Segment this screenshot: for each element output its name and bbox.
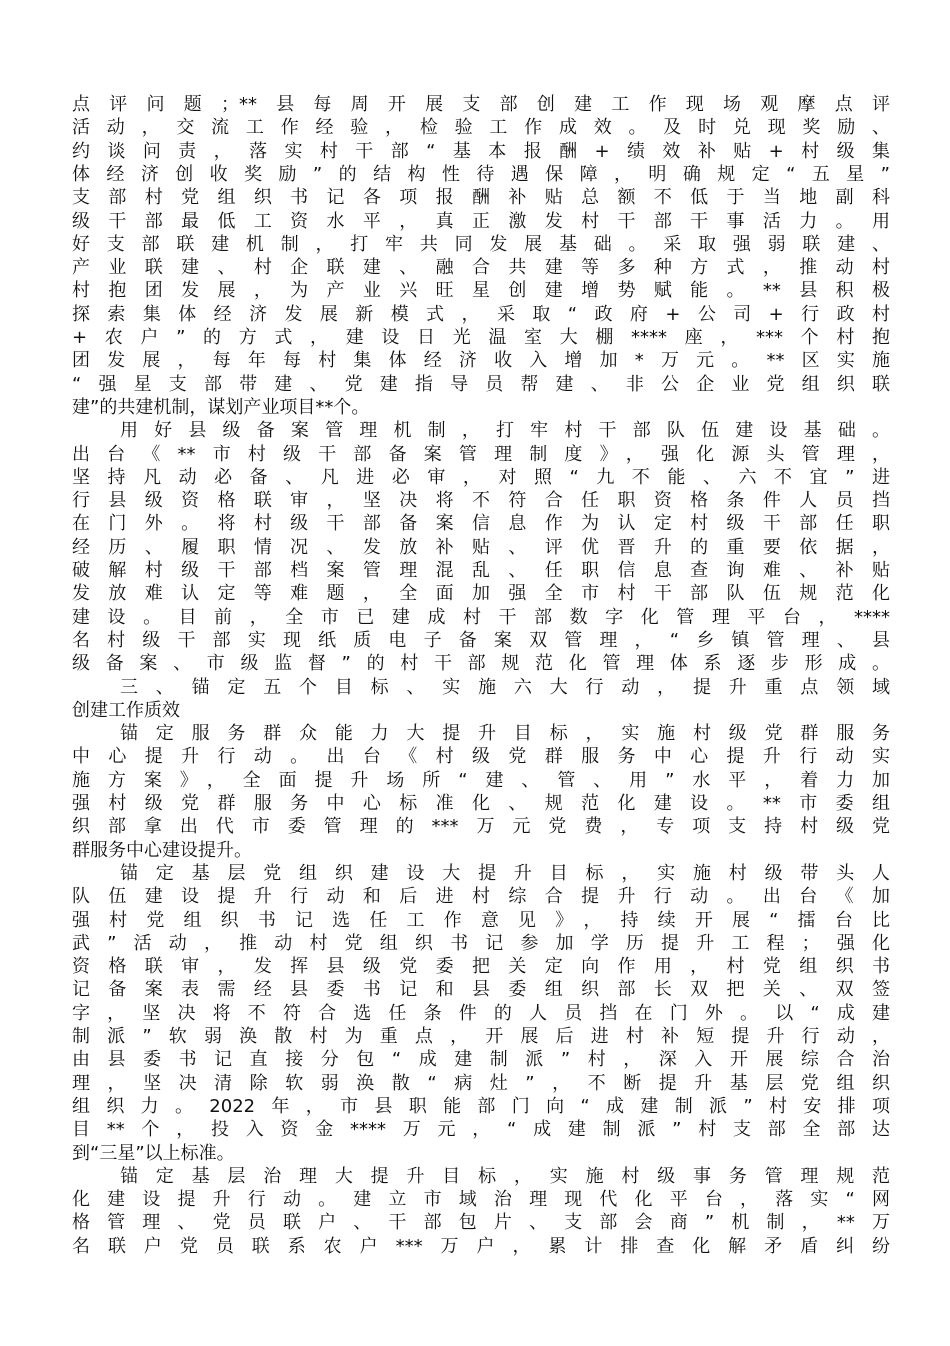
text-line: 名联户党员联系农户***万户，累计排查化解矛盾纠纷 bbox=[72, 1235, 890, 1257]
text-line: 村抱团发展，为产业兴旺星创建增势赋能。**县积极 bbox=[72, 280, 890, 302]
text-line: 资格联审，发挥县级党委把关定向作用，村党组织书 bbox=[72, 956, 890, 978]
text-line: 由县委书记直接分包“成建制派”村，深入开展综合治 bbox=[72, 1049, 890, 1071]
text-line: 名村级干部实现纸质电子备案双管理，“乡镇管理、县 bbox=[72, 629, 890, 651]
text-line: 格管理、党员联户、干部包片、支部会商”机制，**万 bbox=[72, 1212, 890, 1234]
text-line: 行县级资格联审，坚决将不符合任职资格条件人员挡 bbox=[72, 490, 890, 512]
text-line: 产业联建、村企联建、融合共建等多种方式，推动村 bbox=[72, 257, 890, 279]
text-line: 中心提升行动。出台《村级党群服务中心提升行动实 bbox=[72, 746, 890, 768]
text-line: 团发展，每年每村集体经济收入增加*万元。**区实施 bbox=[72, 350, 890, 372]
text-line: 体经济创收奖励”的结构性待遇保障，明确规定“五星” bbox=[72, 163, 890, 185]
text-line: 在门外。将村级干部备案信息作为认定村级干部任职 bbox=[72, 513, 890, 535]
text-line: 建设。目前，全市已建成村干部数字化管理平台，**** bbox=[72, 606, 890, 628]
text-line: 锚定服务群众能力大提升目标，实施村级党群服务 bbox=[120, 723, 890, 745]
text-line: 发放难认定等难题，全面加强全市村干部队伍规范化 bbox=[72, 583, 890, 605]
text-line: 支部村党组织书记各项报酬补贴总额不低于当地副科 bbox=[72, 187, 890, 209]
text-line: 锚定基层党组织建设大提升目标，实施村级带头人 bbox=[120, 862, 890, 884]
text-line: 字，坚决将不符合选任条件的人员挡在门外。以“成建 bbox=[72, 1002, 890, 1024]
text-line: 强村级党群服务中心标准化、规范化建设。**市委组 bbox=[72, 793, 890, 814]
text-line: 队伍建设提升行动和后进村综合提升行动。出台《加 bbox=[72, 886, 890, 908]
text-line: 理，坚决清除软弱涣散“病灶”，不断提升基层党组织 bbox=[72, 1072, 890, 1094]
text-line: 破解村级干部档案管理混乱、任职信息查询难、补贴 bbox=[72, 560, 890, 581]
text-line: 探索集体经济发展新模式，采取“政府+公司+行政村 bbox=[72, 303, 890, 325]
text-line: 点评问题；**县每周开展支部创建工作现场观摩点评 bbox=[72, 94, 890, 115]
text-line: 组织力。2022年，市县职能部门向“成建制派”村安排项 bbox=[72, 1095, 890, 1117]
text-line: 建”的共建机制，谋划产业项目**个。 bbox=[72, 396, 370, 418]
text-line: 织部拿出代市委管理的***万元党费，专项支持村级党 bbox=[72, 816, 890, 838]
text-line: 化建设提升行动。建立市域治理现代化平台，落实“网 bbox=[72, 1189, 890, 1211]
text-line: 强村党组织书记选任工作意见》，持续开展“擂台比 bbox=[72, 909, 890, 931]
text-line: 锚定基层治理大提升目标，实施村级事务管理规范 bbox=[120, 1165, 890, 1187]
text-line: 施方案》，全面提升场所“建、管、用”水平，着力加 bbox=[72, 769, 890, 791]
text-line: 群服务中心建设提升。 bbox=[72, 839, 252, 861]
text-line: +农户”的方式，建设日光温室大棚****座，***个村抱 bbox=[72, 327, 890, 348]
text-line: 制派”软弱涣散村为重点，开展后进村补短提升行动， bbox=[72, 1026, 890, 1047]
text-line: 武”活动，推动村党组织书记参加学历提升工程；强化 bbox=[72, 932, 890, 954]
text-line: 活动，交流工作经验，检验工作成效。及时兑现奖励、 bbox=[72, 117, 890, 139]
text-line: “强星支部带建、党建指导员帮建、非公企业党组织联 bbox=[72, 373, 890, 395]
text-line: 坚持凡动必备、凡进必审，对照“九不能、六不宜”进 bbox=[72, 466, 890, 488]
text-line: 级干部最低工资水平，真正激发村干部干事活力。用 bbox=[72, 210, 890, 232]
text-line: 用好县级备案管理机制，打牢村干部队伍建设基础。 bbox=[120, 420, 890, 442]
section-heading: 创建工作质效 bbox=[72, 699, 180, 721]
text-line: 好支部联建机制，打牢共同发展基础。采取强弱联建、 bbox=[72, 233, 890, 255]
text-line: 到“三星”以上标准。 bbox=[72, 1142, 235, 1164]
text-line: 经历、履职情况、发放补贴、评优晋升的重要依据， bbox=[72, 536, 890, 558]
text-line: 记备案表需经县委书记和县委组织部长双把关、双签 bbox=[72, 979, 890, 1001]
text-line: 出台《**市村级干部备案管理制度》，强化源头管理， bbox=[72, 443, 890, 465]
text-line: 约谈问责，落实村干部“基本报酬+绩效补贴+村级集 bbox=[72, 140, 890, 162]
text-line: 目**个，投入资金****万元，“成建制派”村支部全部达 bbox=[72, 1119, 890, 1141]
text-line: 级备案、市级监督”的村干部规范化管理体系逐步形成。 bbox=[72, 653, 890, 675]
section-heading: 三、锚定五个目标、实施六大行动，提升重点领域 bbox=[120, 676, 890, 698]
